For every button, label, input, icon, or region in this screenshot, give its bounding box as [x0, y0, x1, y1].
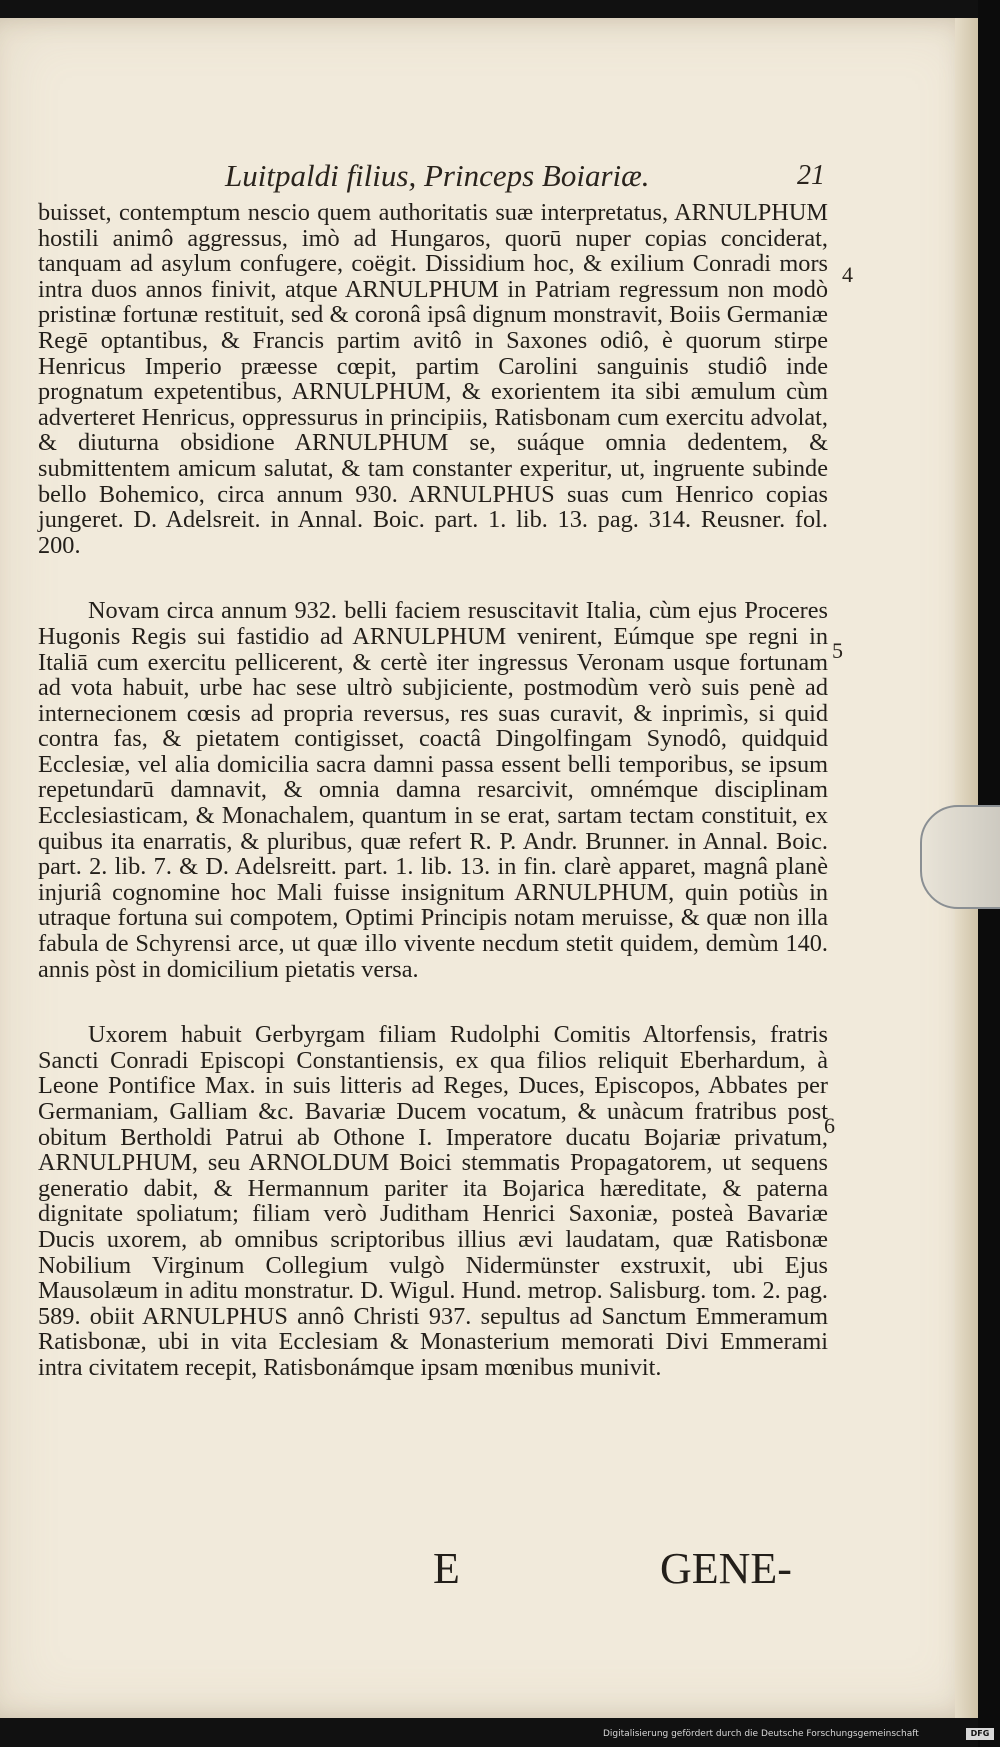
page-header	[0, 158, 1000, 198]
footer-credit: Digitalisierung gefördert durch die Deutsche Forschungsgemeinschaft	[603, 1729, 919, 1739]
margin-number: 5	[832, 638, 843, 663]
page-tab-marker	[920, 805, 1000, 909]
main-text	[38, 200, 828, 1381]
paragraph-continued: buisset, contemptum nescio quem authoritatis suæ interpretatus, ARNULPHUM hostili animô aggressus, imò ad Hungaros, quorū nuper copias conciderat, tanquam ad asylum confugere, coëgit. Dissidium hoc, & exilium Conradi mors intra duos annos finivit, atque ARNULPHUM in Patriam regressum non modò pristinæ fortunæ restituit, sed & coronâ ipsâ dignum monstravit, Boiis Germaniæ Regē optantibus, & Francis partim avitô in Saxones odiô, è quorum stirpe Henricus Imperio præesse cœpit, partim Carolini sanguinis studiô inde prognatum expetentibus, ARNULPHUM, & exorientem ita sibi æmulum cùm adverteret Henricus, oppressurus in principiis, Ratisbonam cum exercitu advolat, & diuturna obsidione ARNULPHUM se, suáque omnia dedentem, & submittentem amicum salutat, & tam constanter experitur, ut, ingruente subinde bello Bohemico, circa annum 930. ARNULPHUS suas cum Henrico copias jungeret. D. Adelsreit. in Annal. Boic. part. 1. lib. 13. pag. 314. Reusner. fol. 200.	[38, 199, 828, 559]
running-head: Luitpaldi filius, Princeps Boiariæ.	[225, 158, 650, 193]
paragraph-italy: Novam circa annum 932. belli faciem resuscitavit Italia, cùm ejus Proceres Hugonis Regis sui fastidio ad ARNULPHUM venirent, Eúmque spe regni in Italiā cum exercitu pellicerent, & certè iter ingressus Veronam usque fortunam ad vota habuit, urbe hac sese ultrò subjiciente, postmodùm verò suis penè ad internecionem cœsis ad propria reversus, res suas curavit, & inprimìs, si quid contra fas, & pietatem contigisset, coactâ Dingolfingam Synodô, quidquid Ecclesiæ, vel alia domicilia sacra damni passa essent belli temporibus, se ipsum repetundarū damnavit, & omnia damna resarcivit, omnémque disciplinam Ecclesiasticam, & Monachalem, quantum in se erat, sartam tectam constituit, ex quibus ita enarratis, & pluribus, quæ refert R. P. Andr. Brunner. in Annal. Boic. part. 2. lib. 7. & D. Adelsreitt. part. 1. lib. 13. in fin. clarè apparet, magnâ planè injuriâ cognomine hoc Mali fuisse insignitum ARNULPHUM, quin potiùs in utraque fortuna sui compotem, Optimi Principis notam meruisse, & quæ non illa fabula de Schyrensi arce, ut quæ illo vivente necdum stetit quidem, demùm 140. annis pòst in domicilium pietatis versa.	[38, 597, 828, 983]
catchword: GENE-	[660, 1544, 792, 1593]
dfg-logo-icon: DFG	[966, 1728, 994, 1740]
signature-mark: E	[433, 1544, 460, 1593]
page-number: 21	[797, 160, 825, 191]
paragraph-uxorem: Uxorem habuit Gerbyrgam filiam Rudolphi Comitis Altorfensis, fratris Sancti Conradi Episcopi Constantiensis, ex qua filios reliquit Eberhardum, à Leone Pontifice Max. in suis litteris ad Reges, Duces, Episcopos, Abbates per Germaniam, Galliam &c. Bavariæ Ducem vocatum, & unàcum fratribus post obitum Bertholdi Patrui ab Othone I. Imperatore ducatu Bojariæ privatum, ARNULPHUM, seu ARNOLDUM Boici stemmatis Propagatorem, ut sequens generatio dabit, & Hermannum pariter ita Bojarica hæreditate, & paterna dignitate spoliatum; filiam verò Juditham Henrici Saxoniæ, posteà Bavariæ Ducis uxorem, ab omnibus scriptoribus illius ævi laudatam, quæ Ratisbonæ Nobilium Virginum Collegium vulgò Nidermünster exstruxit, ubi Ejus Mausolæum in aditu monstratur. D. Wigul. Hund. metrop. Salisburg. tom. 2. pag. 589. obiit ARNULPHUS annô Christi 937. sepultus ad Sanctum Emmeramum Ratisbonæ, ubi in vita Ecclesiam & Monasterium memorati Divi Emmerami intra civitatem recepit, Ratisbonámque ipsam mœnibus munivit.	[38, 1021, 828, 1381]
margin-number: 6	[824, 1113, 835, 1138]
margin-number: 4	[842, 262, 853, 287]
